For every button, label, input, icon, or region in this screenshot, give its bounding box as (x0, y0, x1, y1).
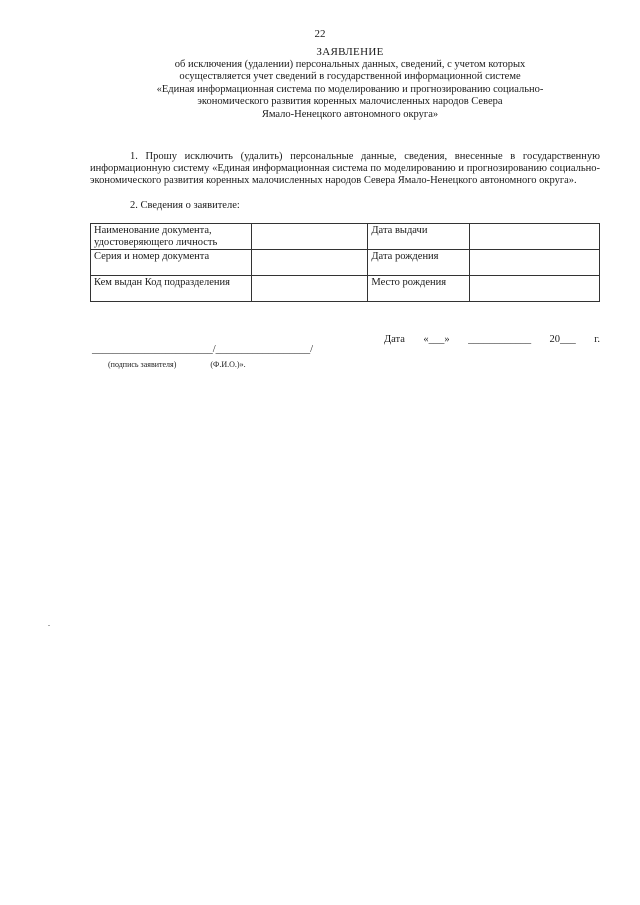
scan-artifact (48, 625, 50, 626)
issued-by-label: Кем выдан Код подразделения (91, 276, 252, 302)
date-year-blank[interactable]: 20___ (549, 334, 576, 345)
signature-caption-name: (Ф.И.О.)». (210, 360, 246, 369)
header-line: «Единая информационная система по моделированию и прогнозированию социально- (156, 83, 544, 95)
signature-caption (108, 360, 246, 369)
header-line: об исключения (удалении) персональных данных, сведений, с учетом которых (174, 58, 526, 70)
applicant-info-heading: 2. Сведения о заявителе: (130, 200, 240, 211)
date-day-blank[interactable]: «___» (423, 334, 450, 345)
birth-date-value[interactable] (470, 250, 600, 276)
doc-name-value[interactable] (251, 224, 368, 250)
header-line: осуществляется учет сведений в государственной информационной системе (179, 71, 521, 82)
doc-series-value[interactable] (251, 250, 368, 276)
applicant-info-table (90, 223, 600, 302)
page-number: 22 (314, 28, 326, 40)
birth-place-value[interactable] (470, 276, 600, 302)
doc-series-label: Серия и номер документа (91, 250, 252, 276)
header-line: экономического развития коренных малочисленных народов Севера (197, 96, 503, 107)
header-line: Ямало-Ненецкого автономного округа» (261, 108, 439, 120)
table-row (91, 250, 600, 276)
issue-date-label: Дата выдачи (368, 224, 470, 250)
issue-date-value[interactable] (470, 224, 600, 250)
birth-place-label: Место рождения (368, 276, 470, 302)
request-paragraph (90, 151, 600, 187)
document-header (90, 46, 610, 121)
request-text: 1. Прошу исключить (удалить) персональные данные, сведения, внесенные в государственную информационную систему «Единая информационная система по моделированию и прогнозированию социально-экономического развития коренных малочисленных народов Севера Ямало-Ненецкого автономного округа». (90, 151, 600, 186)
signature-line[interactable]: _______________________/__________________/ (92, 344, 314, 355)
date-line (384, 334, 600, 345)
date-month-blank[interactable]: ____________ (468, 334, 532, 345)
birth-date-label: Дата рождения (368, 250, 470, 276)
document-title: ЗАЯВЛЕНИЕ (316, 46, 384, 58)
table-row (91, 224, 600, 250)
issued-by-value[interactable] (251, 276, 368, 302)
doc-name-label: Наименование документа, удостоверяющего личность (91, 224, 252, 250)
date-suffix: г. (594, 334, 600, 345)
date-label: Дата (384, 334, 405, 345)
table-row (91, 276, 600, 302)
signature-caption-sign: (подпись заявителя) (108, 360, 177, 369)
